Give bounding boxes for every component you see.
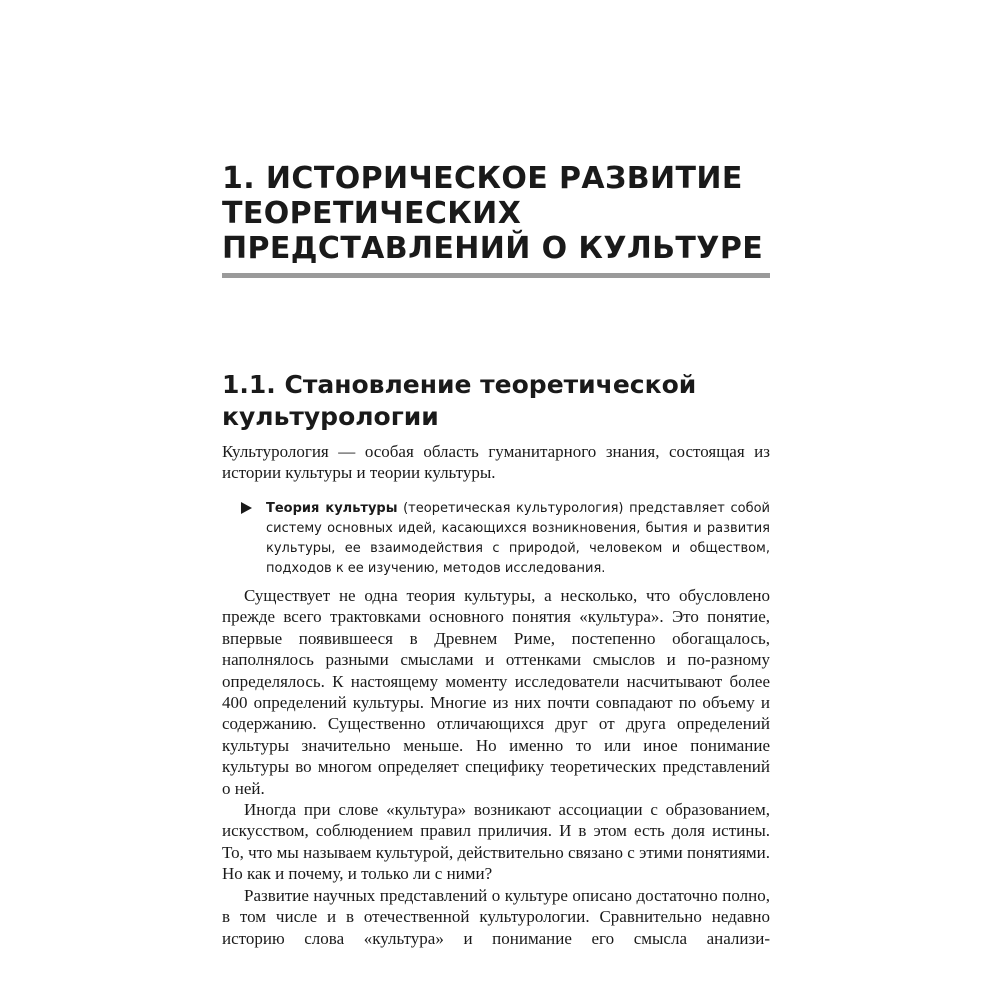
chapter-divider (222, 273, 770, 278)
chapter-title (222, 161, 770, 266)
definition-block (244, 499, 770, 579)
section-title (222, 369, 770, 433)
body-paragraph: Развитие научных представлений о культуре описано достаточно полно, в том числе и в отечественной культурологии. Сравнительно недавно историю слова «культура» и понимание его смысла анализи- (222, 885, 770, 948)
body-paragraph: Существует не одна теория культуры, а несколько, что обусловлено прежде всего трактовками основного понятия «культура». Это понятие, впервые появившееся в Древнем Риме, постепенно обогащалось, наполнялось разными смыслами и оттенками смыслов и по-разному определялось. К настоящему моменту исследователи насчитывают более 400 определений культуры. Многие из них почти совпадают по объему и содержанию. Существенно отличающихся друг от друга определений культуры значительно меньше. Но именно то или иное понимание культуры во многом определяет специфику теоретических представлений о ней. (222, 586, 770, 798)
body-paragraph: Иногда при слове «культура» возникают ассоциации с образованием, искусством, соблюдением правил приличия. И в этом есть доля истины. То, что мы называем культурой, действительно связано с этими понятиями. Но как и почему, и только ли с ними? (222, 800, 770, 884)
chapter-title-line: ТЕОРЕТИЧЕСКИХ (222, 196, 522, 231)
definition-term: Теория культуры (266, 501, 398, 516)
chapter-title-line: 1. ИСТОРИЧЕСКОЕ РАЗВИТИЕ (222, 161, 743, 196)
body-text (222, 585, 770, 949)
intro-paragraph: Культурология — особая область гуманитарного знания, состоящая из истории культуры и теории культуры. (222, 442, 770, 482)
definition-text (266, 499, 770, 579)
triangle-bullet-icon (241, 502, 252, 514)
chapter-title-line: ПРЕДСТАВЛЕНИЙ О КУЛЬТУРЕ (222, 231, 764, 266)
section-title-line: культурологии (222, 402, 439, 431)
definition-body: (теоретическая культурология) представляет собой систему основных идей, касающихся возникновения, бытия и развития культуры, ее взаимодействия с природой, человеком и обществом, подходов к ее изучению, методов исследования. (266, 501, 771, 576)
section-title-line: 1.1. Становление теоретической (222, 370, 697, 399)
